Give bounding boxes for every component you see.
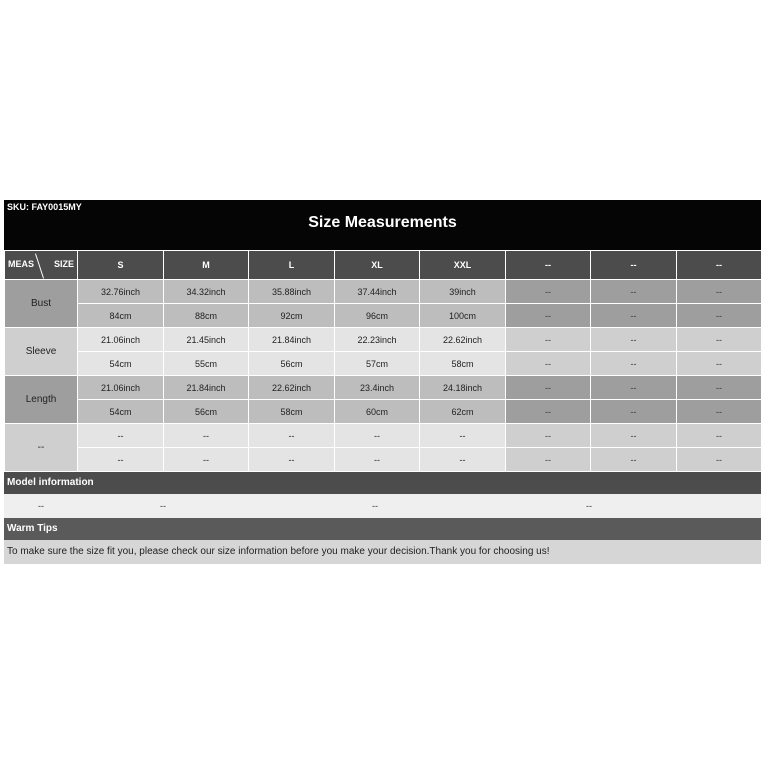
measurement-cell: 21.06inch [78,328,164,352]
measurement-cell: -- [677,352,762,376]
model-info-value: -- [38,501,44,511]
measurement-row [5,352,762,376]
measurement-cell: -- [677,376,762,400]
model-info-value: -- [160,501,166,511]
measurement-cell: -- [677,304,762,328]
measurement-row [5,280,762,304]
measurement-cell: 58cm [249,400,335,424]
measurement-cell: -- [591,328,677,352]
size-chart [4,200,761,564]
measurement-cell: -- [164,424,249,448]
measurement-cell: 39inch [420,280,506,304]
model-info-row [4,494,761,518]
measurement-cell: 21.06inch [78,376,164,400]
model-info-title: Model information [4,472,761,494]
size-header: -- [506,251,591,280]
measurement-cell: 62cm [420,400,506,424]
measurement-cell: 58cm [420,352,506,376]
measurement-cell: -- [677,424,762,448]
measurement-cell: 37.44inch [335,280,420,304]
measurement-cell: 55cm [164,352,249,376]
measurement-row [5,304,762,328]
measurement-label: Bust [5,280,78,328]
size-header: L [249,251,335,280]
measurement-cell: -- [677,328,762,352]
measurement-cell: -- [78,424,164,448]
size-header: XL [335,251,420,280]
measurement-row [5,424,762,448]
measurement-cell: 100cm [420,304,506,328]
warm-tips-title: Warm Tips [4,518,761,540]
measurement-cell: -- [506,424,591,448]
measurement-cell: -- [677,448,762,472]
measurement-cell: 24.18inch [420,376,506,400]
measurement-cell: 54cm [78,400,164,424]
measurement-cell: -- [164,448,249,472]
size-header: XXL [420,251,506,280]
measurement-cell: 22.23inch [335,328,420,352]
measurement-cell: -- [420,448,506,472]
measurement-cell: 34.32inch [164,280,249,304]
measurement-cell: -- [506,304,591,328]
measurement-label: Sleeve [5,328,78,376]
measurement-cell: 35.88inch [249,280,335,304]
measurement-cell: -- [591,400,677,424]
measurement-cell: -- [335,424,420,448]
size-header: S [78,251,164,280]
measurement-cell: 23.4inch [335,376,420,400]
corner-divider [35,253,44,278]
size-label: SIZE [53,259,74,269]
measurement-cell: -- [677,280,762,304]
measurement-cell: -- [591,448,677,472]
measurement-row [5,400,762,424]
measurement-cell: 92cm [249,304,335,328]
measurement-label: Length [5,376,78,424]
measurement-cell: -- [506,352,591,376]
measurement-cell: 60cm [335,400,420,424]
measurement-cell: -- [591,304,677,328]
measurement-cell: 88cm [164,304,249,328]
measurement-cell: -- [506,376,591,400]
measurement-cell: 21.45inch [164,328,249,352]
measurement-cell: -- [591,376,677,400]
chart-title: Size Measurements [308,214,457,231]
measurement-cell: 84cm [78,304,164,328]
measurement-cell: 56cm [249,352,335,376]
measurement-cell: 22.62inch [249,376,335,400]
measurement-cell: -- [506,400,591,424]
measurement-row [5,328,762,352]
sku-label: SKU: FAY0015MY [7,202,82,212]
size-header-row [5,251,762,280]
size-header: M [164,251,249,280]
measurement-cell: -- [506,280,591,304]
measurement-cell: -- [591,352,677,376]
measurement-cell: 54cm [78,352,164,376]
measurement-cell: 21.84inch [164,376,249,400]
model-info-value: -- [586,501,592,511]
measurement-cell: 56cm [164,400,249,424]
measurement-cell: -- [591,424,677,448]
measurement-cell: 22.62inch [420,328,506,352]
measurement-cell: -- [506,328,591,352]
measurement-cell: -- [591,280,677,304]
measurement-label: -- [5,424,78,472]
measurement-cell: -- [506,448,591,472]
measurement-cell: -- [420,424,506,448]
measurement-row [5,376,762,400]
measurement-cell: 21.84inch [249,328,335,352]
size-table [4,250,762,472]
size-header: -- [591,251,677,280]
measurement-cell: 57cm [335,352,420,376]
measurement-cell: 96cm [335,304,420,328]
size-header: -- [677,251,762,280]
chart-header [4,200,761,250]
meas-label: MEAS [8,259,35,269]
measurement-cell: -- [677,400,762,424]
measurement-cell: 32.76inch [78,280,164,304]
measurement-cell: -- [249,424,335,448]
measurement-cell: -- [249,448,335,472]
model-info-value: -- [372,501,378,511]
measurement-cell: -- [78,448,164,472]
measurement-row [5,448,762,472]
measurement-cell: -- [335,448,420,472]
warm-tips-text: To make sure the size fit you, please check our size information before you make your decision.Thank you for choosing us! [4,540,761,564]
meas-size-corner [5,251,78,280]
